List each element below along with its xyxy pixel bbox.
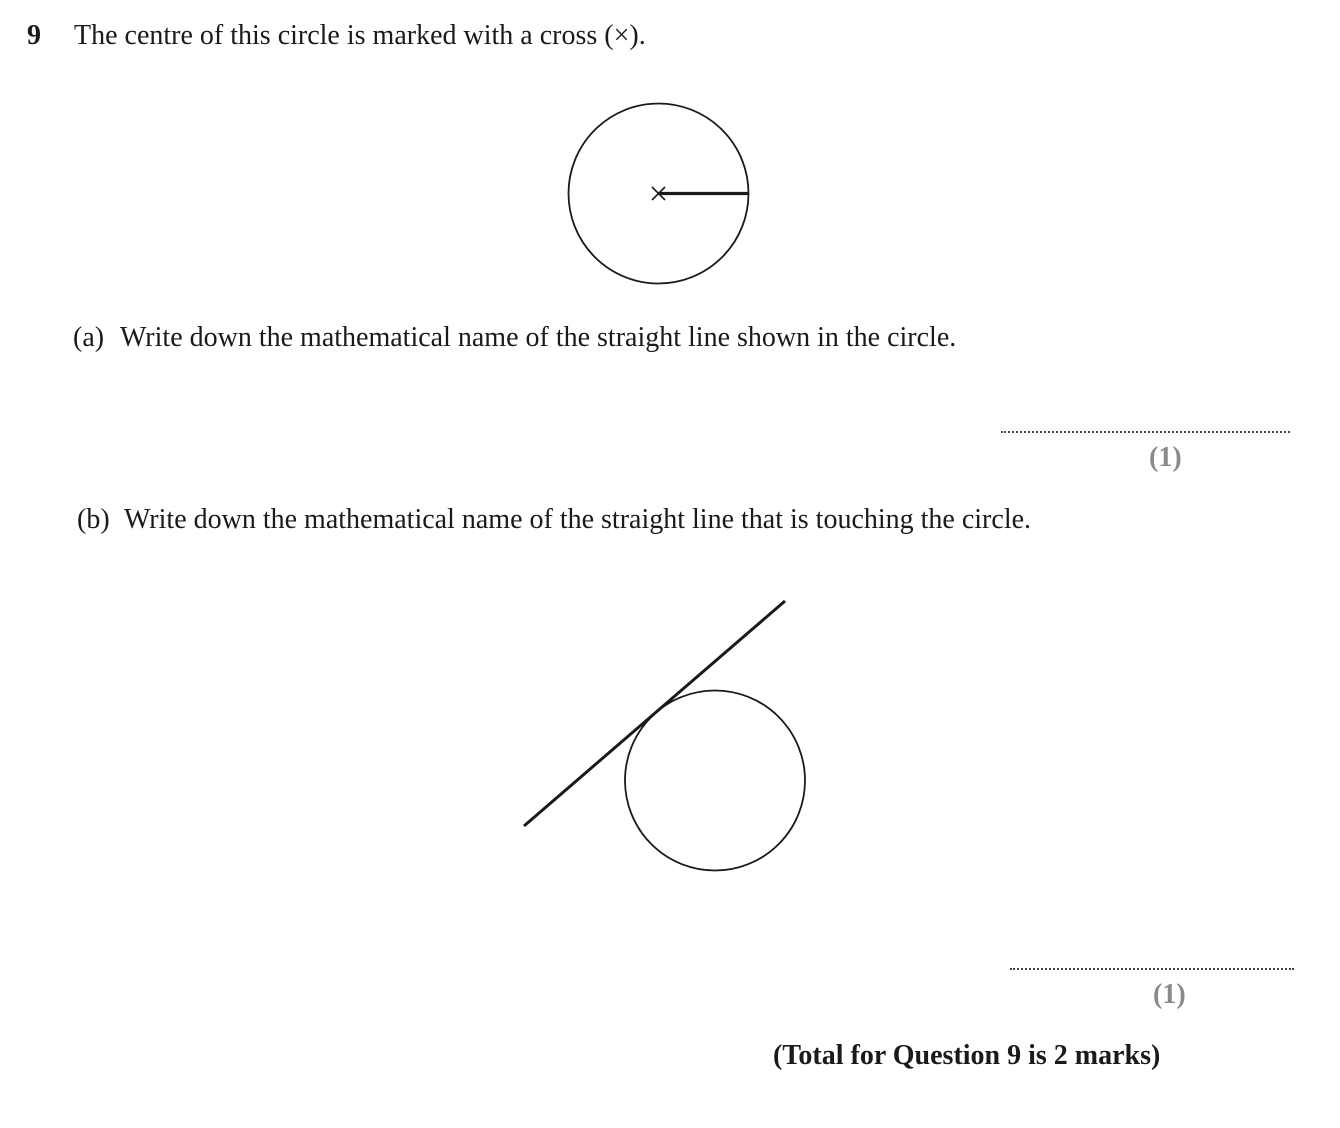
part-b-marks: (1) <box>1153 979 1186 1010</box>
question-total-marks: (Total for Question 9 is 2 marks) <box>773 1040 1161 1071</box>
part-a-marks: (1) <box>1149 442 1182 473</box>
part-a-answer-line[interactable] <box>1001 431 1290 433</box>
circle-tangent-figure <box>515 592 815 882</box>
part-b-question: Write down the mathematical name of the straight line that is touching the circle. <box>124 504 1032 535</box>
question-number: 9 <box>27 20 41 51</box>
part-b-answer-line[interactable] <box>1010 968 1294 970</box>
question-stem: The centre of this circle is marked with a cross (×). <box>74 20 646 51</box>
part-a-question: Write down the mathematical name of the straight line shown in the circle. <box>120 322 957 353</box>
circle-radius-figure <box>560 95 760 295</box>
part-a-label: (a) <box>73 322 105 353</box>
part-b-label: (b) <box>77 504 110 535</box>
tangent-line <box>524 601 785 826</box>
